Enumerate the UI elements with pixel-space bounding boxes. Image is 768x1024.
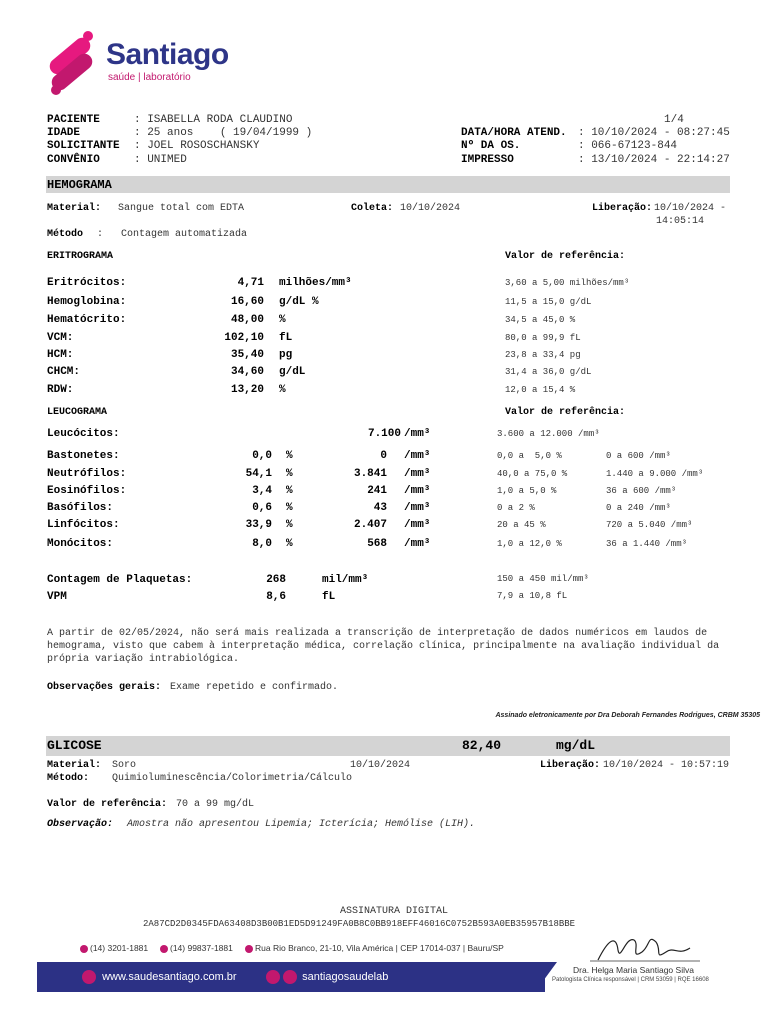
leuco-row-name: Eosinófilos: <box>47 485 127 497</box>
whatsapp-icon <box>160 945 168 953</box>
eritro-row-unit: % <box>279 314 286 326</box>
glicose-metodo-label: Método: <box>47 773 90 784</box>
phone-2 <box>160 943 233 953</box>
eritro-row-ref: 31,4 a 36,0 g/dL <box>505 367 592 377</box>
note-line-3: própria variação intrabiológica. <box>47 654 240 665</box>
hemograma-title: HEMOGRAMA <box>47 178 112 192</box>
globe-icon <box>82 970 96 984</box>
convenio-label: CONVÊNIO <box>47 154 100 166</box>
eritro-ref-title: Valor de referência: <box>505 251 626 262</box>
glicose-liberacao-label: Liberação: <box>540 760 601 771</box>
leuco-row-absolute-unit: /mm³ <box>404 468 431 480</box>
leuco-row-name: Monócitos: <box>47 538 114 550</box>
signature-title: ASSINATURA DIGITAL <box>340 906 449 917</box>
glicose-value: 82,40 <box>462 738 502 753</box>
vpm-value: 8,6 <box>266 591 286 603</box>
glicose-unit: mg/dL <box>556 738 596 753</box>
leuco-row-absolute: 0 <box>380 450 387 462</box>
eritro-row-ref: 23,8 a 33,4 pg <box>505 350 581 360</box>
leuco-row-absolute-unit: /mm³ <box>404 450 431 462</box>
material-label: Material: <box>47 203 102 214</box>
leuco-row-percent-unit: % <box>286 519 293 531</box>
eritro-row-unit: pg <box>279 349 293 361</box>
data-atend-label: DATA/HORA ATEND. <box>461 127 567 139</box>
os-label: Nº DA OS. <box>461 140 521 152</box>
coleta-value: 10/10/2024 <box>400 203 461 214</box>
signed-by: Assinado eletronicamente por Dra Deborah Fernandes Rodrigues, CRBM 35305 <box>495 712 760 719</box>
eritro-row-value: 34,60 <box>230 366 264 378</box>
data-atend-value: : 10/10/2024 - 08:27:45 <box>578 127 730 139</box>
location-pin-icon <box>245 945 253 953</box>
leuco-row-ref-absolute: 720 a 5.040 /mm³ <box>606 520 693 530</box>
convenio-value: : UNIMED <box>134 154 187 166</box>
logo <box>44 26 264 98</box>
obs-gerais-value: Exame repetido e confirmado. <box>170 682 339 693</box>
leuco-row-ref-percent: 20 a 45 % <box>497 520 546 530</box>
glicose-ref-value: 70 a 99 mg/dL <box>176 799 255 810</box>
leuco-row-percent-unit: % <box>286 502 293 514</box>
phone-1 <box>80 943 148 953</box>
eritro-row-value: 35,40 <box>230 349 264 361</box>
glicose-ref-label: Valor de referência: <box>47 799 168 810</box>
leuco-row-absolute: 2.407 <box>353 519 387 531</box>
leuco-row-percent: 3,4 <box>252 485 272 497</box>
plaquetas-unit: mil/mm³ <box>322 574 369 586</box>
glicose-title-bar <box>46 736 730 756</box>
leuco-row-percent-unit: % <box>286 468 293 480</box>
leuco-row-absolute: 43 <box>373 502 387 514</box>
liberacao-time: 14:05:14 <box>656 216 705 227</box>
hemograma-title-bar <box>46 176 730 193</box>
eritro-row-name: VCM: <box>47 332 74 344</box>
glicose-title: GLICOSE <box>47 738 102 753</box>
leucocitos-value: 7.100 <box>367 428 401 440</box>
leuco-row-ref-absolute: 0 a 240 /mm³ <box>606 503 671 513</box>
leuco-row-percent-unit: % <box>286 450 293 462</box>
glicose-material-label: Material: <box>47 760 102 771</box>
leuco-row-absolute-unit: /mm³ <box>404 502 431 514</box>
social-text: santiagosaudelab <box>302 970 389 983</box>
impresso-value: : 13/10/2024 - 22:14:27 <box>578 154 730 166</box>
leuco-row-absolute-unit: /mm³ <box>404 519 431 531</box>
material-value: Sangue total com EDTA <box>118 203 245 214</box>
eritro-row-unit: % <box>279 384 286 396</box>
os-value: : 066-67123-844 <box>578 140 678 152</box>
leucograma-title: LEUCOGRAMA <box>47 407 108 418</box>
impresso-label: IMPRESSO <box>461 154 514 166</box>
instagram-icon <box>283 970 297 984</box>
plaquetas-name: Contagem de Plaquetas: <box>47 574 193 586</box>
plaquetas-value: 268 <box>266 574 286 586</box>
coleta-label: Coleta: <box>351 203 394 214</box>
leuco-row-absolute: 241 <box>367 485 387 497</box>
signature-hash: 2A87CD2D0345FDA63408D3B00B1ED5D91249FA0B8C0BB918EFF46016C0752B593A0EB35957B18BBE <box>143 919 576 929</box>
leuco-row-percent-unit: % <box>286 538 293 550</box>
metodo-value: : Contagem automatizada <box>97 229 248 240</box>
eritro-row-value: 16,60 <box>230 296 264 308</box>
eritro-row-name: CHCM: <box>47 366 81 378</box>
vpm-unit: fL <box>322 591 336 603</box>
liberacao-value: 10/10/2024 - <box>654 203 727 214</box>
eritro-row-ref: 3,60 a 5,00 milhões/mm³ <box>505 278 630 288</box>
website-link[interactable] <box>82 970 237 984</box>
leucocitos-name: Leucócitos: <box>47 428 120 440</box>
leuco-row-percent: 54,1 <box>245 468 272 480</box>
leuco-row-percent: 0,6 <box>252 502 272 514</box>
leucocitos-ref: 3.600 a 12.000 /mm³ <box>497 429 600 439</box>
eritro-row-value: 102,10 <box>224 332 264 344</box>
idade-label: IDADE <box>47 127 81 139</box>
note-line-2: hemograma, visto que cabem à interpretação médica, correlação clínica, principalmente na avaliação individual da <box>47 641 720 652</box>
eritro-row-name: Hemoglobina: <box>47 296 127 308</box>
leuco-row-percent: 33,9 <box>245 519 272 531</box>
eritro-row-ref: 11,5 a 15,0 g/dL <box>505 297 592 307</box>
eritro-row-value: 13,20 <box>230 384 264 396</box>
handwritten-signature-icon <box>590 930 700 966</box>
glicose-coleta-value: 10/10/2024 <box>350 760 411 771</box>
solicitante-label: SOLICITANTE <box>47 140 120 152</box>
leuco-row-percent-unit: % <box>286 485 293 497</box>
doctor-name: Dra. Helga Maria Santiago Silva <box>573 965 694 975</box>
eritro-row-name: Hematócrito: <box>47 314 127 326</box>
note-line-1: A partir de 02/05/2024, não será mais realizada a transcrição de interpretação de dados numéricos em laudos de <box>47 628 708 639</box>
facebook-icon <box>266 970 280 984</box>
eritro-row-ref: 34,5 a 45,0 % <box>505 315 576 325</box>
logo-subtitle: saúde | laboratório <box>108 72 191 83</box>
logo-name: Santiago <box>106 38 229 71</box>
paciente-value: : ISABELLA RODA CLAUDINO <box>134 114 293 126</box>
eritrograma-title: ERITROGRAMA <box>47 251 114 262</box>
eritro-row-ref: 12,0 a 15,4 % <box>505 385 576 395</box>
eritro-row-value: 48,00 <box>230 314 264 326</box>
leuco-row-absolute: 3.841 <box>353 468 387 480</box>
glicose-obs-value: Amostra não apresentou Lipemia; Icterícia; Hemólise (LIH). <box>127 819 476 830</box>
leuco-row-absolute: 568 <box>367 538 387 550</box>
leuco-row-ref-absolute: 1.440 a 9.000 /mm³ <box>606 469 704 479</box>
leuco-row-percent: 8,0 <box>252 538 272 550</box>
glicose-obs-label: Observação: <box>47 819 114 830</box>
eritro-row-name: HCM: <box>47 349 74 361</box>
address-text: Rua Rio Branco, 21-10, Vila América | CEP 17014-037 | Bauru/SP <box>255 943 504 953</box>
idade-value: : 25 anos ( 19/04/1999 ) <box>134 127 313 139</box>
phone-1-text: (14) 3201-1881 <box>90 943 149 953</box>
leuco-row-ref-absolute: 0 a 600 /mm³ <box>606 451 671 461</box>
leuco-ref-title: Valor de referência: <box>505 407 626 418</box>
metodo-label: Método <box>47 229 84 240</box>
eritro-row-unit: g/dL <box>279 366 306 378</box>
glicose-metodo-value: Quimioluminescência/Colorimetria/Cálculo <box>112 773 353 784</box>
leuco-row-ref-percent: 0 a 2 % <box>497 503 535 513</box>
solicitante-value: : JOEL ROSOSCHANSKY <box>134 140 260 152</box>
paciente-label: PACIENTE <box>47 114 100 126</box>
leuco-row-ref-percent: 40,0 a 75,0 % <box>497 469 568 479</box>
leuco-row-ref-percent: 0,0 a 5,0 % <box>497 451 562 461</box>
leuco-row-name: Basófilos: <box>47 502 114 514</box>
leuco-row-absolute-unit: /mm³ <box>404 485 431 497</box>
phone-2-text: (14) 99837-1881 <box>170 943 233 953</box>
leuco-row-ref-absolute: 36 a 1.440 /mm³ <box>606 539 688 549</box>
leuco-row-name: Linfócitos: <box>47 519 120 531</box>
leuco-row-name: Bastonetes: <box>47 450 120 462</box>
glicose-material-value: Soro <box>112 760 137 771</box>
website-text: www.saudesantiago.com.br <box>102 970 237 983</box>
eritro-row-unit: fL <box>279 332 293 344</box>
plaquetas-ref: 150 a 450 mil/mm³ <box>497 574 589 584</box>
logo-mark-icon <box>44 26 104 98</box>
leuco-row-percent: 0,0 <box>252 450 272 462</box>
doctor-role: Patologista Clínica responsável | CRM 53059 | RQE 16608 <box>552 977 709 983</box>
leuco-row-absolute-unit: /mm³ <box>404 538 431 550</box>
phone-icon <box>80 945 88 953</box>
eritro-row-ref: 80,0 a 99,9 fL <box>505 333 581 343</box>
page-number: 1/4 <box>664 114 684 126</box>
leuco-row-ref-absolute: 36 a 600 /mm³ <box>606 486 677 496</box>
social-link[interactable] <box>266 970 388 984</box>
obs-gerais-label: Observações gerais: <box>47 682 162 693</box>
vpm-ref: 7,9 a 10,8 fL <box>497 591 568 601</box>
eritro-row-unit: milhões/mm³ <box>279 277 352 289</box>
eritro-row-value: 4,71 <box>237 277 264 289</box>
liberacao-label: Liberação: <box>592 203 653 214</box>
leuco-row-ref-percent: 1,0 a 5,0 % <box>497 486 557 496</box>
leuco-row-name: Neutrófilos: <box>47 468 127 480</box>
eritro-row-unit: g/dL % <box>279 296 319 308</box>
leuco-row-ref-percent: 1,0 a 12,0 % <box>497 539 562 549</box>
address <box>245 943 504 953</box>
glicose-liberacao-value: 10/10/2024 - 10:57:19 <box>603 760 730 771</box>
eritro-row-name: RDW: <box>47 384 74 396</box>
leucocitos-unit: /mm³ <box>404 428 431 440</box>
vpm-name: VPM <box>47 591 67 603</box>
eritro-row-name: Eritrócitos: <box>47 277 127 289</box>
